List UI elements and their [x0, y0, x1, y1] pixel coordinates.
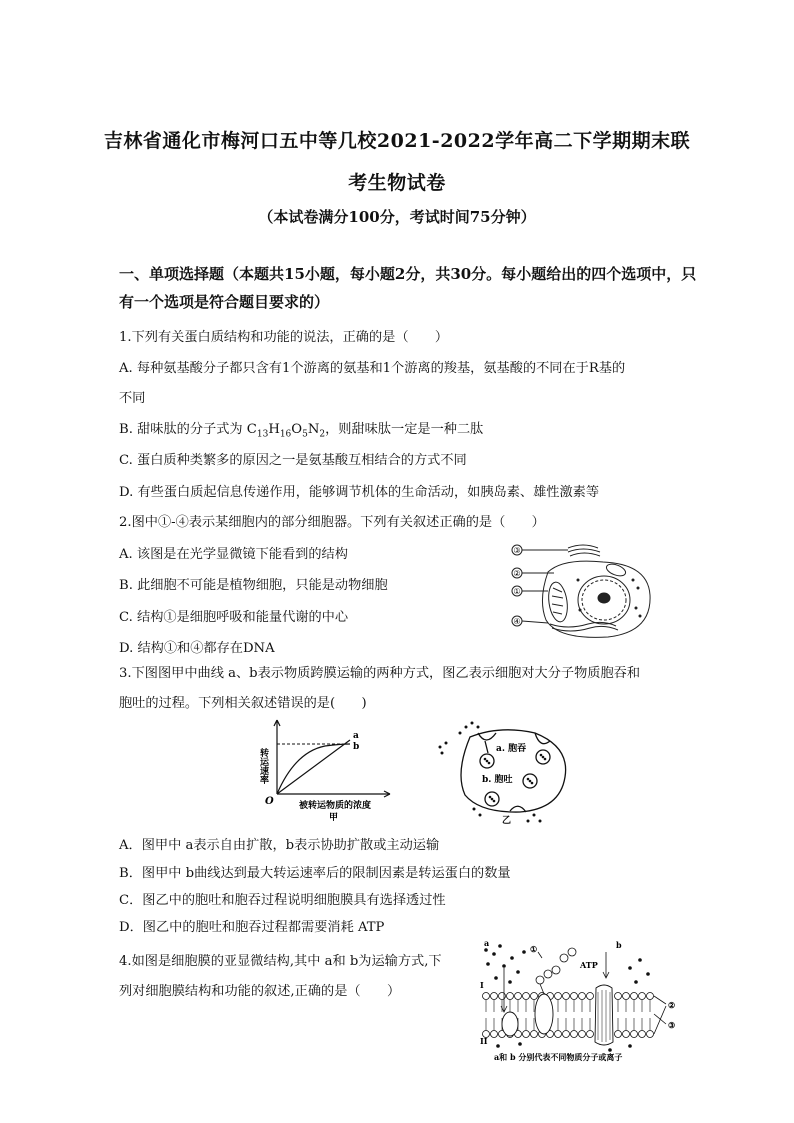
paper-title-line1: 吉林省通化市梅河口五中等几校2021-2022学年高二下学期期末联	[103, 130, 691, 152]
q4-fig-side-I: I	[480, 980, 484, 990]
q2-option-c: C. 结构①是细胞呼吸和能量代谢的中心	[119, 610, 349, 625]
q2-fig-label-2: ②	[513, 569, 521, 578]
q3-option-a: A．图甲中 a表示自由扩散，b表示协助扩散或主动运输	[119, 838, 440, 853]
q4-stem-line2: 列对细胞膜结构和功能的叙述,正确的是（ ）	[119, 984, 401, 999]
q3-jia-curve-a-label: a	[353, 731, 359, 741]
q2-option-b: B. 此细胞不可能是植物细胞，只能是动物细胞	[119, 578, 388, 593]
q3-stem-line2: 胞吐的过程。下列相关叙述错误的是( )	[119, 696, 367, 711]
q3-jia-xlabel: 被转运物质的浓度	[299, 801, 372, 811]
q2-option-a: A. 该图是在光学显微镜下能看到的结构	[119, 547, 348, 562]
q3-option-c: C．图乙中的胞吐和胞吞过程说明细胞膜具有选择透过性	[119, 893, 446, 908]
q2-option-d: D. 结构①和④都存在DNA	[119, 641, 275, 656]
q3-jia-curve-b-label: b	[353, 742, 360, 752]
q1-option-c: C. 蛋白质种类繁多的原因之一是氨基酸互相结合的方式不同	[119, 453, 467, 468]
q4-fig-label-3: ③	[668, 1020, 676, 1030]
q3-yi-label-exocytosis: b. 胞吐	[482, 775, 513, 785]
q4-fig-label-a: a	[484, 938, 490, 948]
q4-fig-label-b: b	[616, 940, 622, 950]
q3-yi-label-endocytosis: a. 胞吞	[496, 744, 527, 754]
q1-stem: 1.下列有关蛋白质结构和功能的说法，正确的是（ ）	[119, 330, 449, 345]
q4-bilayer-top	[483, 993, 654, 1000]
section1-heading-line2: 有一个选项是符合题目要求的）	[119, 293, 330, 311]
q1-option-a-line2: 不同	[119, 391, 146, 406]
q4-cell-membrane-figure	[480, 938, 680, 1062]
q1-option-b: B. 甜味肽的分子式为 $C_{13}H_{16}O_5N_2$，则甜味肽一定是一种二肽	[119, 422, 484, 440]
q3-jia-origin: O	[265, 796, 274, 807]
q3-figure-yi-diagram	[430, 717, 580, 825]
q3-option-b: B．图甲中 b曲线达到最大转运速率后的限制因素是转运蛋白的数量	[119, 866, 511, 881]
q3-jia-caption: 甲	[329, 813, 339, 822]
q2-fig-label-3: ③	[513, 546, 521, 555]
q4-channel-protein	[595, 985, 613, 1045]
q4-fig-caption: a和 b 分别代表不同物质分子或离子	[494, 1052, 623, 1062]
paper-subtitle: （本试卷满分100分，考试时间75分钟）	[258, 208, 536, 226]
q4-fig-label-2: ②	[668, 1000, 676, 1010]
q3-figure-jia-graph	[255, 718, 395, 822]
q4-fig-label-atp: ATP	[580, 960, 598, 970]
q2-fig-label-1: ①	[513, 587, 521, 596]
q3-option-d: D．图乙中的胞吐和胞吞过程都需要消耗 ATP	[119, 920, 385, 935]
q3-yi-caption: 乙	[502, 816, 512, 825]
q4-fig-label-1: ①	[530, 944, 538, 954]
q3-curve-a-line	[277, 740, 350, 794]
q1-option-a-line1: A. 每种氨基酸分子都只含有1个游离的氨基和1个游离的羧基，氨基酸的不同在于R基的	[119, 361, 626, 376]
q2-fig-label-4: ④	[513, 617, 521, 626]
q1-option-d: D. 有些蛋白质起信息传递作用，能够调节机体的生命活动，如胰岛素、雄性激素等	[119, 485, 600, 500]
q4-fig-side-II: II	[480, 1036, 488, 1046]
section1-heading-line1: 一、单项选择题（本题共15小题，每小题2分，共30分。每小题给出的四个选项中，只	[119, 265, 697, 283]
q2-stem: 2.图中①-④表示某细胞内的部分细胞器。下列有关叙述正确的是（ ）	[119, 515, 545, 530]
q2-cell-organelle-figure	[508, 540, 658, 644]
paper-title-line2: 考生物试卷	[348, 172, 446, 194]
q3-stem-line1: 3.下图图甲中曲线 a、b表示物质跨膜运输的两种方式，图乙表示细胞对大分子物质胞吞和	[119, 666, 641, 681]
q4-stem-line1: 4.如图是细胞膜的亚显微结构,其中 a和 b为运输方式,下	[119, 954, 442, 969]
q3-jia-ylabel: 转运速率	[258, 748, 268, 784]
